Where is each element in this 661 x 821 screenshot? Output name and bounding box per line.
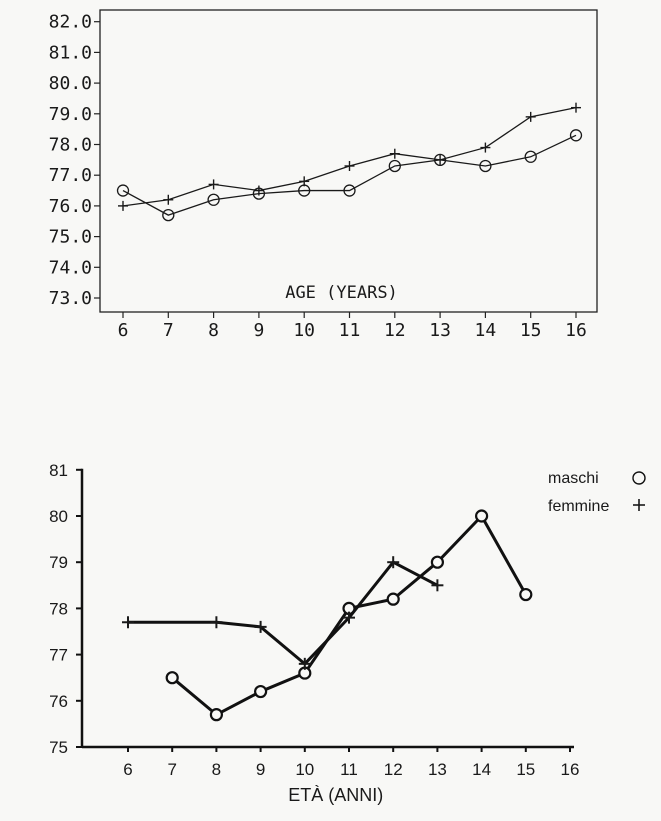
plus-marker — [163, 195, 173, 205]
y-tick-label: 78 — [49, 599, 68, 619]
legend-label-maschi: maschi — [548, 470, 599, 487]
y-tick-label: 81 — [49, 460, 68, 480]
x-tick-label: 14 — [474, 320, 497, 341]
circle-marker — [255, 686, 266, 697]
x-tick-label: 6 — [123, 760, 133, 779]
legend-label-femmine: femmine — [548, 498, 610, 515]
plus-marker — [390, 149, 400, 159]
x-tick-label: 12 — [383, 760, 403, 779]
x-tick-label: 15 — [519, 320, 542, 341]
x-tick-label: 14 — [472, 760, 492, 779]
circle-marker — [520, 589, 531, 600]
x-tick-label: 15 — [516, 760, 536, 779]
x-axis-label: AGE (YEARS) — [285, 283, 398, 303]
x-tick-label: 6 — [117, 320, 129, 341]
x-axis-label: ETÀ (ANNI) — [288, 785, 384, 805]
legend-plus-marker — [633, 499, 645, 511]
circle-marker — [388, 594, 399, 605]
y-tick-label: 80.0 — [48, 73, 92, 95]
x-tick-label: 16 — [560, 760, 580, 779]
circle-marker — [476, 511, 487, 522]
x-tick-label: 10 — [295, 760, 315, 779]
y-tick-label: 74.0 — [48, 257, 92, 279]
y-tick-label: 75.0 — [48, 226, 92, 248]
x-tick-label: 9 — [253, 320, 265, 341]
chart-eta-anni — [0, 440, 661, 821]
x-tick-label: 7 — [162, 320, 174, 341]
chart-age-years — [0, 0, 661, 350]
y-tick-label: 80 — [49, 507, 68, 526]
plot-frame — [100, 10, 597, 312]
plus-marker — [122, 616, 134, 628]
y-tick-label: 77 — [49, 645, 68, 665]
circle-marker — [432, 557, 443, 568]
y-tick-label: 76 — [49, 691, 68, 711]
plus-marker — [431, 579, 443, 591]
y-tick-label: 78.0 — [48, 134, 92, 156]
x-tick-label: 11 — [340, 760, 358, 779]
x-tick-label: 16 — [565, 320, 587, 341]
y-tick-label: 82.0 — [48, 11, 92, 33]
plus-marker — [118, 201, 128, 211]
y-tick-label: 76.0 — [48, 195, 92, 217]
x-tick-label: 7 — [167, 760, 177, 779]
circle-marker — [211, 709, 222, 720]
series-line — [123, 135, 576, 215]
y-tick-label: 77.0 — [48, 165, 92, 187]
y-tick-label: 79 — [49, 553, 68, 573]
x-tick-label: 9 — [255, 760, 266, 779]
legend — [548, 470, 645, 515]
plus-marker — [480, 143, 490, 153]
x-tick-label: 8 — [211, 760, 222, 779]
x-tick-label: 11 — [338, 320, 361, 341]
plus-marker — [210, 616, 222, 628]
circle-marker — [167, 672, 178, 683]
y-tick-label: 73.0 — [48, 288, 92, 309]
x-tick-label: 13 — [429, 320, 451, 341]
legend-circle-marker — [633, 472, 645, 484]
y-tick-label: 81.0 — [48, 42, 92, 64]
plus-marker — [345, 161, 355, 171]
plus-marker — [526, 112, 536, 122]
x-tick-label: 10 — [293, 320, 316, 341]
plus-marker — [299, 176, 309, 186]
y-tick-label: 79.0 — [48, 103, 92, 125]
x-tick-label: 12 — [383, 320, 406, 341]
x-tick-label: 8 — [208, 320, 220, 341]
plus-marker — [571, 103, 581, 113]
x-tick-label: 13 — [427, 760, 447, 779]
series-line — [128, 562, 437, 664]
plus-marker — [209, 179, 219, 189]
y-tick-label: 75 — [49, 738, 68, 757]
